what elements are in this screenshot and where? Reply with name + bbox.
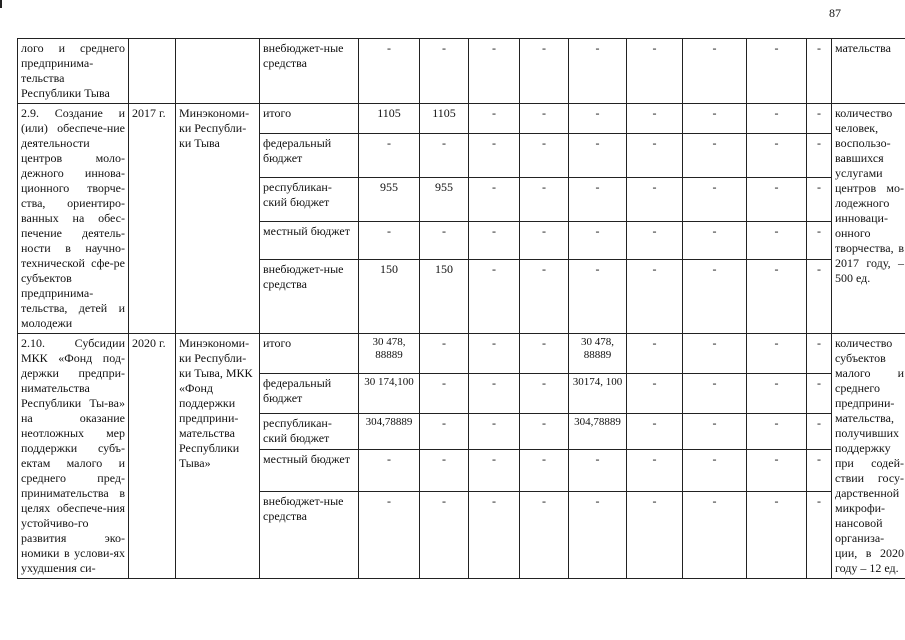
- value-cell: -: [627, 260, 683, 334]
- value-cell: -: [469, 221, 520, 260]
- value-cell: -: [627, 221, 683, 260]
- executor-cell: Минэкономи-ки Республи-ки Тыва: [176, 104, 260, 334]
- indicator-cell: количество человек, воспользо-вавшихся услугами центров мо-лодежного инноваци-онного творчества, в 2017 году, – 500 ед.: [832, 104, 905, 334]
- value-cell: -: [469, 491, 520, 578]
- value-cell: -: [469, 39, 520, 104]
- value-cell: -: [683, 373, 747, 413]
- value-cell: -: [807, 104, 832, 134]
- measure-name-cell: 2.9. Создание и (или) обеспече-ние деятельности центров моло-дежного иннова-ционного творче-ства, ориентиро-ванных на обес-печение деятель-ности в научно-технической сфе-ре субъектов предпринима-тельства, детей и молодежи: [18, 104, 129, 334]
- table-row: [18, 39, 905, 104]
- page-number: 87: [829, 6, 841, 20]
- value-cell: -: [469, 413, 520, 449]
- value-cell: 30 478, 88889: [359, 334, 420, 374]
- scan-mark: [0, 0, 2, 8]
- executor-cell: Минэкономи-ки Республи-ки Тыва, МКК «Фонд поддержки предприни-мательства Республики Тыва»: [176, 334, 260, 579]
- value-cell: -: [747, 449, 807, 491]
- value-cell: -: [569, 39, 627, 104]
- executor-cell: [176, 39, 260, 104]
- funding-source-cell: внебюджет-ные средства: [260, 260, 359, 334]
- funding-source-cell: внебюджет-ные средства: [260, 39, 359, 104]
- value-cell: 30174, 100: [569, 373, 627, 413]
- value-cell: -: [420, 413, 469, 449]
- value-cell: -: [747, 134, 807, 178]
- measure-name-cell: лого и среднего предпринима-тельства Республики Тыва: [18, 39, 129, 104]
- value-cell: -: [469, 177, 520, 221]
- value-cell: -: [469, 104, 520, 134]
- value-cell: -: [469, 449, 520, 491]
- value-cell: -: [807, 134, 832, 178]
- funding-source-cell: итого: [260, 104, 359, 134]
- table-row: [18, 334, 905, 374]
- funding-source-cell: местный бюджет: [260, 449, 359, 491]
- table-row: [18, 104, 905, 134]
- value-cell: -: [569, 134, 627, 178]
- value-cell: -: [420, 39, 469, 104]
- value-cell: -: [359, 39, 420, 104]
- value-cell: -: [569, 104, 627, 134]
- value-cell: -: [683, 134, 747, 178]
- value-cell: -: [569, 260, 627, 334]
- value-cell: -: [683, 221, 747, 260]
- value-cell: 304,78889: [569, 413, 627, 449]
- value-cell: -: [747, 104, 807, 134]
- indicator-cell: мательства: [832, 39, 905, 104]
- value-cell: 955: [359, 177, 420, 221]
- funding-source-cell: внебюджет-ные средства: [260, 491, 359, 578]
- table-body: [18, 39, 905, 579]
- value-cell: -: [807, 177, 832, 221]
- value-cell: -: [469, 373, 520, 413]
- value-cell: -: [747, 260, 807, 334]
- value-cell: -: [747, 334, 807, 374]
- value-cell: -: [420, 491, 469, 578]
- value-cell: -: [807, 449, 832, 491]
- value-cell: -: [520, 221, 569, 260]
- value-cell: -: [420, 221, 469, 260]
- value-cell: -: [569, 449, 627, 491]
- value-cell: -: [359, 134, 420, 178]
- value-cell: -: [520, 177, 569, 221]
- value-cell: -: [627, 39, 683, 104]
- value-cell: -: [627, 104, 683, 134]
- funding-source-cell: республикан-ский бюджет: [260, 177, 359, 221]
- budget-table: [17, 38, 905, 579]
- value-cell: -: [747, 373, 807, 413]
- value-cell: -: [469, 260, 520, 334]
- indicator-cell: количество субъектов малого и среднего предприни-мательства, получивших поддержку при содей-ствии госу-дарственной микрофи-нансовой организа-ции, в 2020 году – 12 ед.: [832, 334, 905, 579]
- funding-source-cell: федеральный бюджет: [260, 373, 359, 413]
- value-cell: -: [807, 39, 832, 104]
- value-cell: -: [807, 373, 832, 413]
- value-cell: 30 478, 88889: [569, 334, 627, 374]
- value-cell: -: [807, 334, 832, 374]
- value-cell: -: [747, 491, 807, 578]
- value-cell: -: [627, 373, 683, 413]
- value-cell: -: [807, 413, 832, 449]
- value-cell: -: [627, 491, 683, 578]
- value-cell: -: [569, 177, 627, 221]
- value-cell: -: [420, 449, 469, 491]
- value-cell: 30 174,100: [359, 373, 420, 413]
- value-cell: -: [520, 104, 569, 134]
- year-cell: 2020 г.: [129, 334, 176, 579]
- value-cell: -: [747, 39, 807, 104]
- value-cell: -: [627, 177, 683, 221]
- value-cell: -: [683, 413, 747, 449]
- value-cell: -: [747, 413, 807, 449]
- value-cell: -: [520, 449, 569, 491]
- funding-source-cell: итого: [260, 334, 359, 374]
- value-cell: -: [520, 39, 569, 104]
- value-cell: -: [520, 260, 569, 334]
- value-cell: -: [807, 221, 832, 260]
- value-cell: 1105: [420, 104, 469, 134]
- value-cell: -: [747, 177, 807, 221]
- year-cell: [129, 39, 176, 104]
- value-cell: -: [627, 334, 683, 374]
- value-cell: -: [520, 491, 569, 578]
- value-cell: -: [469, 334, 520, 374]
- value-cell: -: [683, 491, 747, 578]
- value-cell: 150: [420, 260, 469, 334]
- value-cell: -: [359, 221, 420, 260]
- value-cell: -: [683, 449, 747, 491]
- value-cell: -: [683, 104, 747, 134]
- year-cell: 2017 г.: [129, 104, 176, 334]
- value-cell: -: [807, 491, 832, 578]
- funding-source-cell: республикан-ский бюджет: [260, 413, 359, 449]
- value-cell: -: [359, 491, 420, 578]
- value-cell: -: [683, 39, 747, 104]
- value-cell: -: [683, 177, 747, 221]
- value-cell: -: [627, 449, 683, 491]
- value-cell: -: [683, 260, 747, 334]
- value-cell: 150: [359, 260, 420, 334]
- funding-source-cell: местный бюджет: [260, 221, 359, 260]
- value-cell: -: [420, 334, 469, 374]
- value-cell: -: [520, 334, 569, 374]
- value-cell: 955: [420, 177, 469, 221]
- measure-name-cell: 2.10. Субсидии МКК «Фонд под-держки предпри-нимательства Республики Ты-ва» на оказание неотложных мер поддержки субъ-ектам малого и среднего пред-принимательства в целях обеспече-ния устойчиво-го развития эко-номики в услови-ях ухудшения си-: [18, 334, 129, 579]
- value-cell: -: [469, 134, 520, 178]
- value-cell: 304,78889: [359, 413, 420, 449]
- value-cell: -: [520, 373, 569, 413]
- value-cell: 1105: [359, 104, 420, 134]
- value-cell: -: [683, 334, 747, 374]
- value-cell: -: [420, 373, 469, 413]
- value-cell: -: [520, 134, 569, 178]
- funding-source-cell: федеральный бюджет: [260, 134, 359, 178]
- value-cell: -: [420, 134, 469, 178]
- value-cell: -: [807, 260, 832, 334]
- value-cell: -: [627, 413, 683, 449]
- value-cell: -: [520, 413, 569, 449]
- value-cell: -: [359, 449, 420, 491]
- value-cell: -: [569, 221, 627, 260]
- value-cell: -: [627, 134, 683, 178]
- value-cell: -: [747, 221, 807, 260]
- value-cell: -: [569, 491, 627, 578]
